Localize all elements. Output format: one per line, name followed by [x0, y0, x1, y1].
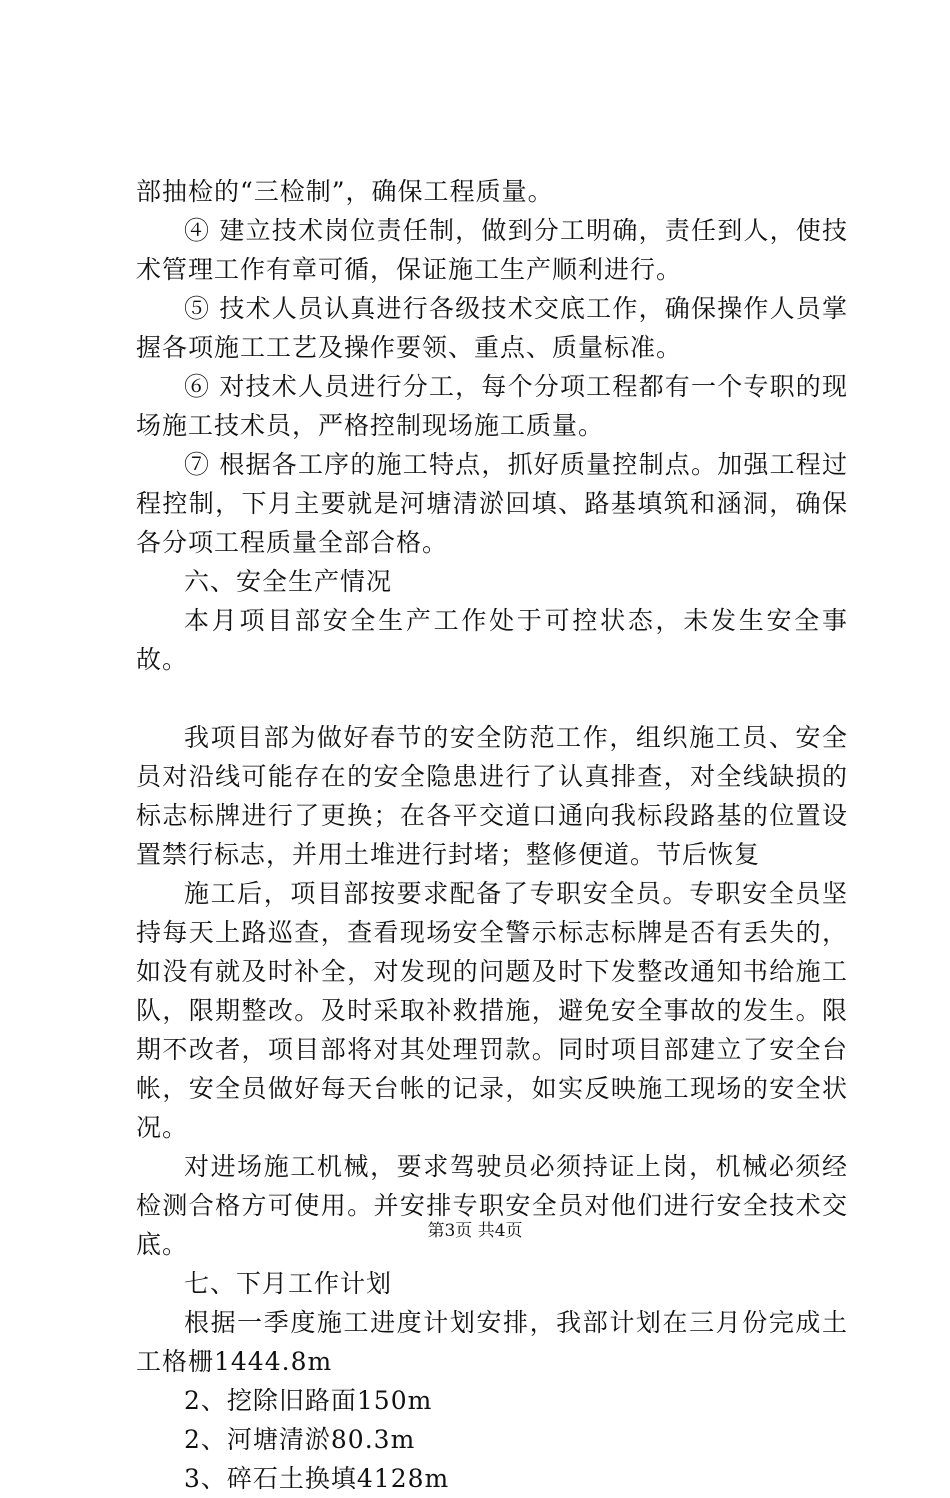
paragraph-spring-festival-safety: 我项目部为做好春节的安全防范工作，组织施工员、安全员对沿线可能存在的安全隐患进行了认真排查，对全线缺损的标志标牌进行了更换；在各平交道口通向我标段路基的位置设置禁行标志，并用土堆进行封堵；整修便道。节后恢复 [136, 723, 848, 869]
paragraph-plan-intro: 根据一季度施工进度计划安排，我部计划在三月份完成土工格栅1444.8m [136, 1308, 848, 1376]
paragraph-item-7: ⑦ 根据各工序的施工特点，抓好质量控制点。加强工程过程控制，下月主要就是河塘清淤回填、路基填筑和涵洞，确保各分项工程质量全部合格。 [136, 450, 848, 557]
paragraph-inspection-system: 部抽检的“三检制”，确保工程质量。 [136, 177, 554, 206]
paragraph-safety-status: 本月项目部安全生产工作处于可控状态，未发生安全事故。 [136, 606, 848, 674]
paragraph-item-5: ⑤ 技术人员认真进行各级技术交底工作，确保操作人员掌握各项施工工艺及操作要领、重点、质量标准。 [136, 294, 848, 362]
section-heading-next-month: 七、下月工作计划 [184, 1269, 393, 1298]
section-heading-safety: 六、安全生产情况 [184, 567, 393, 596]
paragraph-machinery: 对进场施工机械，要求驾驶员必须持证上岗，机械必须经检测合格方可使用。并安排专职安全员对他们进行安全技术交底。 [136, 1152, 848, 1259]
plan-item-road-removal: 2、挖除旧路面150m [184, 1386, 433, 1415]
plan-item-pond-dredging: 2、河塘清淤80.3m [184, 1425, 416, 1454]
paragraph-item-4: ④ 建立技术岗位责任制，做到分工明确，责任到人，使技术管理工作有章可循，保证施工生产顺利进行。 [136, 216, 848, 284]
paragraph-safety-officer: 施工后，项目部按要求配备了专职安全员。专职安全员坚持每天上路巡查，查看现场安全警示标志标牌是否有丢失的，如没有就及时补全，对发现的问题及时下发整改通知书给施工队，限期整改。及时采取补救措施，避免安全事故的发生。限期不改者，项目部将对其处理罚款。同时项目部建立了安全台帐，安全员做好每天台帐的记录，如实反映施工现场的安全状况。 [136, 879, 848, 1142]
paragraph-item-6: ⑥ 对技术人员进行分工，每个分项工程都有一个专职的现场施工技术员，严格控制现场施工质量。 [136, 372, 848, 440]
document-body [136, 172, 848, 1498]
page-footer: 第3页 共4页 [427, 1221, 523, 1241]
plan-item-gravel-fill: 3、碎石土换填4128m [184, 1464, 450, 1493]
